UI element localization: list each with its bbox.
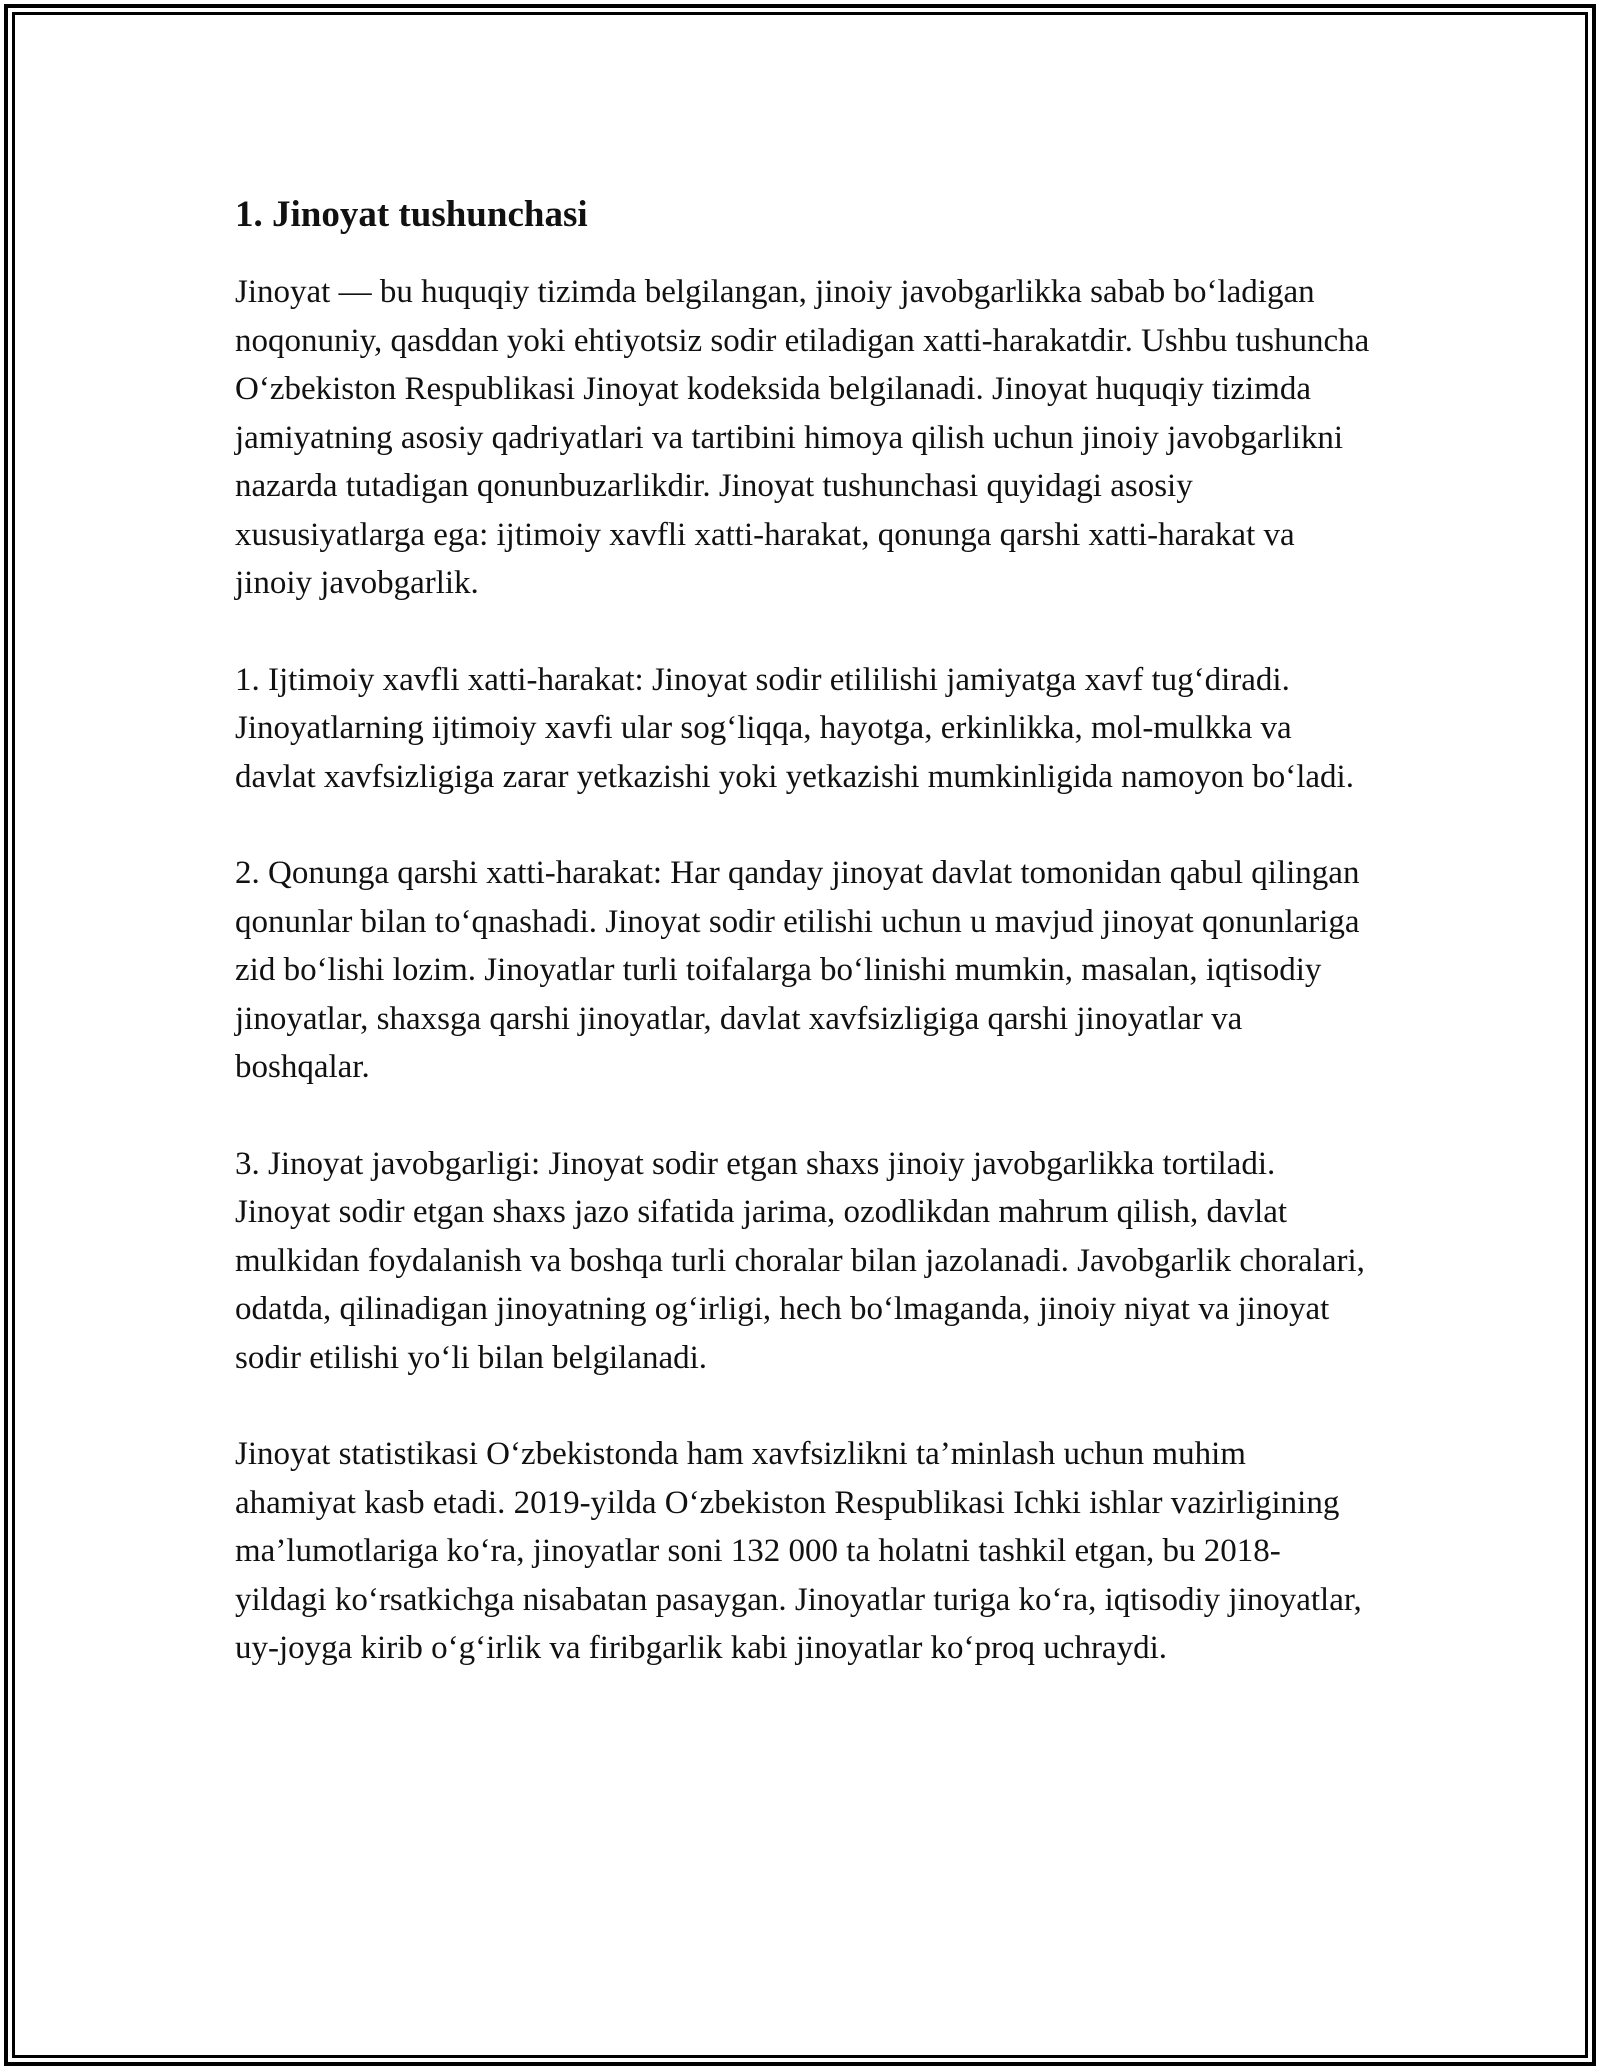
document-body bbox=[235, 188, 1370, 1721]
paragraph-liability: 3. Jinoyat javobgarligi: Jinoyat sodir etgan shaxs jinoiy javobgarlikka tortiladi. Jinoyat sodir etgan shaxs jazo sifatida jarima, ozodlikdan mahrum qilish, davlat mulkidan foydalanish va boshqa turli choralar bilan jazolanadi. Javobgarlik choralari, odatda, qilinadigan jinoyatning og‘irligi, hech bo‘lmaganda, jinoiy niyat va jinoyat sodir etilishi yo‘li bilan belgilanadi. bbox=[235, 1145, 1365, 1376]
paragraph-definition: Jinoyat — bu huquqiy tizimda belgilangan, jinoiy javobgarlikka sabab bo‘ladigan noqonuniy, qasddan yoki ehtiyotsiz sodir etiladigan xatti-harakatdir. Ushbu tushuncha O‘zbekiston Respublikasi Jinoyat kodeksida belgilanadi. Jinoyat huquqiy tizimda jamiyatning asosiy qadriyatlari va tartibini himoya qilish uchun jinoiy javobgarlikni nazarda tutadigan qonunbuzarlikdir. Jinoyat tushunchasi quyidagi asosiy xususiyatlarga ega: ijtimoiy xavfli xatti-harakat, qonunga qarshi xatti-harakat va jinoiy javobgarlik. bbox=[235, 274, 1370, 601]
paragraph-statistics: Jinoyat statistikasi O‘zbekistonda ham xavfsizlikni ta’minlash uchun muhim ahamiyat kasb etadi. 2019-yilda O‘zbekiston Respublikasi Ichki ishlar vazirligining ma’lumotlariga ko‘ra, jinoyatlar soni 132 000 ta holatni tashkil etgan, bu 2018-yildagi ko‘rsatkichga nisabatan pasaygan. Jinoyatlar turiga ko‘ra, iqtisodiy jinoyatlar, uy-joyga kirib o‘g‘irlik va firibgarlik kabi jinoyatlar ko‘proq uchraydi. bbox=[235, 1436, 1362, 1666]
paragraph-social-danger: 1. Ijtimoiy xavfli xatti-harakat: Jinoyat sodir etililishi jamiyatga xavf tug‘diradi. Jinoyatlarning ijtimoiy xavfi ular sog‘liqqa, hayotga, erkinlikka, mol-mulkka va davlat xavfsizligiga zarar yetkazishi yoki yetkazishi mumkinligida namoyon bo‘ladi. bbox=[235, 661, 1354, 795]
paragraph-unlawfulness: 2. Qonunga qarshi xatti-harakat: Har qanday jinoyat davlat tomonidan qabul qilingan qonunlar bilan to‘qnashadi. Jinoyat sodir etilishi uchun u mavjud jinoyat qonunlariga zid bo‘lishi lozim. Jinoyatlar turli toifalarga bo‘linishi mumkin, masalan, iqtisodiy jinoyatlar, shaxsga qarshi jinoyatlar, davlat xavfsizligiga qarshi jinoyatlar va boshqalar. bbox=[235, 855, 1360, 1085]
section-heading: 1. Jinoyat tushunchasi bbox=[235, 194, 588, 235]
